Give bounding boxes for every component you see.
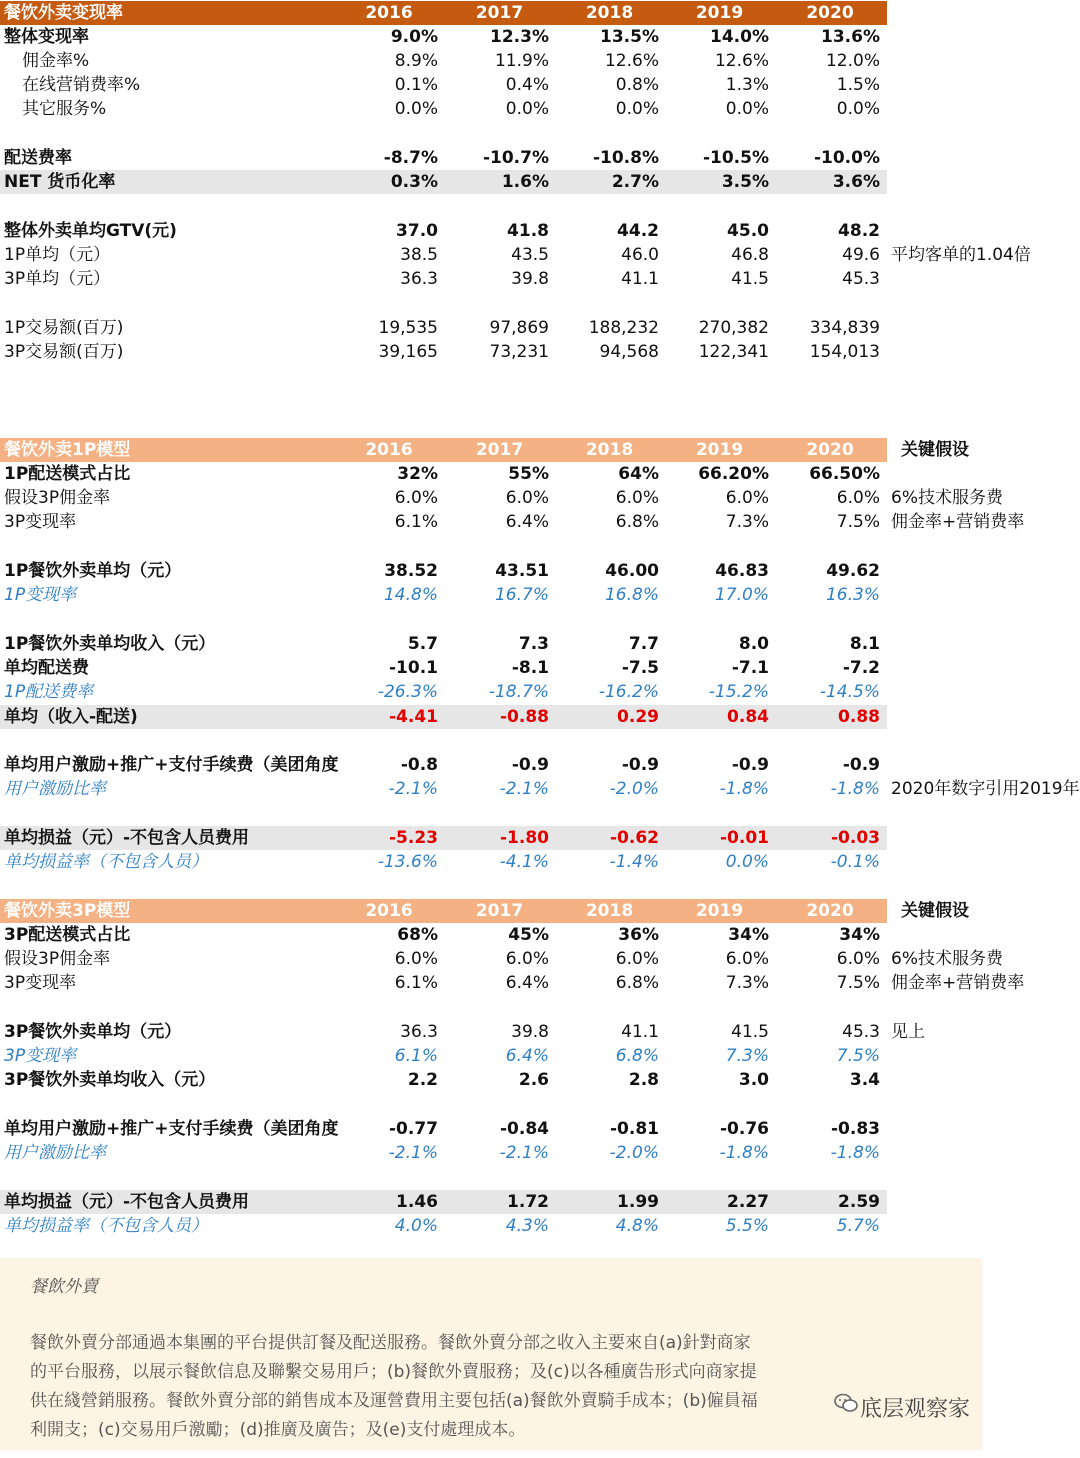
key-assumption-label: 关键假设 (901, 440, 969, 460)
value-cell: 0.29 (617, 707, 659, 727)
year-header: 2018 (585, 3, 634, 23)
row-label: 假设3P佣金率 (4, 949, 111, 969)
value-cell: 39.8 (511, 1022, 549, 1042)
value-cell: 3.5% (721, 172, 769, 192)
value-cell: -2.1% (499, 779, 549, 799)
table-row (0, 680, 1080, 704)
value-cell: -8.1 (511, 658, 549, 678)
value-cell: 7.3% (725, 512, 769, 532)
value-cell: 16.7% (494, 585, 549, 605)
value-cell: 14.8% (383, 585, 438, 605)
value-cell: -10.8% (592, 148, 659, 168)
value-cell: 0.0% (505, 99, 549, 119)
value-cell: 1.6% (501, 172, 549, 192)
value-cell: 6.4% (505, 973, 549, 993)
value-cell: 2.27 (727, 1192, 769, 1212)
section1-title: 餐饮外卖变现率 (4, 3, 123, 23)
table-row (0, 826, 1080, 850)
row-label: 单均损益（元）-不包含人员费用 (4, 828, 250, 848)
value-cell: 2.6 (518, 1070, 549, 1090)
row-note: 佣金率+营销费率 (891, 512, 1025, 532)
value-cell: -4.41 (389, 707, 438, 727)
value-cell: 0.4% (505, 75, 549, 95)
value-cell: 1.46 (396, 1192, 438, 1212)
value-cell: 2.2 (407, 1070, 438, 1090)
excerpt-line: 供在綫營銷服務。餐飲外賣分部的銷售成本及運營費用主要包括(a)餐飲外賣騎手成本；(b)僱員福 (30, 1391, 758, 1411)
table-row (0, 97, 1080, 121)
value-cell: 39.8 (511, 269, 549, 289)
table-row (0, 1044, 1080, 1068)
year-header: 2016 (365, 901, 413, 921)
row-label: 3P配送模式占比 (4, 925, 131, 945)
value-cell: -0.9 (511, 755, 549, 775)
wechat-icon (834, 1393, 858, 1413)
value-cell: -0.84 (500, 1119, 549, 1139)
value-cell: 73,231 (489, 342, 549, 362)
year-header: 2019 (695, 3, 744, 23)
value-cell: 8.9% (394, 51, 438, 71)
value-cell: -0.8 (400, 755, 438, 775)
value-cell: -2.1% (388, 1143, 438, 1163)
value-cell: -1.4% (609, 852, 659, 872)
value-cell: 3.4 (849, 1070, 880, 1090)
value-cell: 6.0% (394, 488, 438, 508)
year-header: 2017 (475, 901, 524, 921)
table-row (0, 1117, 1080, 1141)
value-cell: -0.01 (720, 828, 769, 848)
row-label: 3P变现率 (4, 973, 77, 993)
row-label: 其它服务% (22, 99, 107, 119)
table-row (0, 243, 1080, 267)
excerpt-panel (0, 1258, 982, 1450)
value-cell: 4.8% (615, 1216, 659, 1236)
year-header: 2017 (475, 440, 524, 460)
table-row (0, 971, 1080, 995)
row-label: 单均损益率（不包含人员） (4, 852, 208, 872)
value-cell: 3.6% (832, 172, 880, 192)
value-cell: -10.7% (482, 148, 549, 168)
row-label: 3P单均（元） (4, 269, 111, 289)
value-cell: 43.51 (495, 561, 549, 581)
value-cell: 38.52 (384, 561, 438, 581)
year-header: 2016 (365, 3, 413, 23)
value-cell: 7.5% (836, 973, 880, 993)
section3-title: 餐饮外卖3P模型 (4, 901, 131, 921)
value-cell: 7.7 (628, 634, 659, 654)
row-label: 整体变现率 (4, 27, 89, 47)
value-cell: -7.5 (621, 658, 659, 678)
table-row (0, 25, 1080, 49)
value-cell: 0.8% (615, 75, 659, 95)
table-row (0, 1190, 1080, 1214)
excerpt-line: 餐飲外賣分部通過本集團的平台提供訂餐及配送服務。餐飲外賣分部之收入主要來自(a)針對商家 (30, 1333, 751, 1353)
value-cell: 34% (728, 925, 769, 945)
table-row (0, 73, 1080, 97)
row-label: 1P交易额(百万) (4, 318, 124, 338)
table-row (0, 146, 1080, 170)
section1-header (0, 1, 1080, 25)
value-cell: 0.0% (615, 99, 659, 119)
value-cell: 49.6 (842, 245, 880, 265)
value-cell: 38.5 (400, 245, 438, 265)
table-row (0, 1214, 1080, 1238)
row-label: 单均（收入-配送) (4, 707, 138, 727)
table-row (0, 923, 1080, 947)
value-cell: -16.2% (598, 682, 659, 702)
value-cell: 7.3% (725, 973, 769, 993)
value-cell: -14.5% (819, 682, 880, 702)
year-header: 2020 (806, 3, 854, 23)
table-row (0, 486, 1080, 510)
value-cell: -7.1 (731, 658, 769, 678)
value-cell: 1.99 (617, 1192, 659, 1212)
value-cell: 1.72 (507, 1192, 549, 1212)
value-cell: 0.0% (725, 852, 769, 872)
value-cell: 13.6% (821, 27, 880, 47)
value-cell: 6.0% (725, 488, 769, 508)
value-cell: -0.81 (610, 1119, 659, 1139)
value-cell: 6.0% (615, 488, 659, 508)
value-cell: -8.7% (383, 148, 438, 168)
value-cell: 122,341 (698, 342, 769, 362)
value-cell: 188,232 (588, 318, 659, 338)
row-label: 在线营销费率% (22, 75, 141, 95)
value-cell: 9.0% (390, 27, 438, 47)
value-cell: -2.0% (609, 1143, 659, 1163)
value-cell: -0.62 (610, 828, 659, 848)
section3-header (0, 899, 1080, 923)
table-row (0, 510, 1080, 534)
row-label: 单均损益率（不包含人员） (4, 1216, 208, 1236)
value-cell: -4.1% (499, 852, 549, 872)
value-cell: 8.1 (849, 634, 880, 654)
value-cell: -18.7% (488, 682, 549, 702)
row-note: 平均客单的1.04倍 (891, 245, 1031, 265)
value-cell: -2.0% (609, 779, 659, 799)
value-cell: -0.03 (831, 828, 880, 848)
value-cell: -1.80 (500, 828, 549, 848)
value-cell: 46.0 (621, 245, 659, 265)
value-cell: 45.3 (842, 269, 880, 289)
value-cell: -2.1% (388, 779, 438, 799)
year-header: 2020 (806, 901, 854, 921)
value-cell: 66.50% (809, 464, 880, 484)
value-cell: 7.3 (518, 634, 549, 654)
row-label: 佣金率% (22, 51, 90, 71)
row-label: 1P餐饮外卖单均（元） (4, 561, 182, 581)
value-cell: 68% (397, 925, 438, 945)
value-cell: 13.5% (600, 27, 659, 47)
value-cell: 334,839 (809, 318, 880, 338)
value-cell: 36.3 (400, 1022, 438, 1042)
row-label: NET 货币化率 (4, 172, 116, 192)
year-header: 2019 (695, 440, 744, 460)
value-cell: 12.6% (714, 51, 769, 71)
value-cell: 8.0 (738, 634, 769, 654)
row-note: 6%技术服务费 (891, 949, 1003, 969)
value-cell: 46.83 (715, 561, 769, 581)
value-cell: -1.8% (830, 1143, 880, 1163)
value-cell: 14.0% (710, 27, 769, 47)
value-cell: 19,535 (378, 318, 438, 338)
value-cell: -0.9 (621, 755, 659, 775)
row-label: 1P变现率 (4, 585, 77, 605)
value-cell: 5.7% (836, 1216, 880, 1236)
value-cell: 39,165 (378, 342, 438, 362)
row-note: 佣金率+营销费率 (891, 973, 1025, 993)
value-cell: 16.3% (825, 585, 880, 605)
table-row (0, 49, 1080, 73)
value-cell: -10.0% (813, 148, 880, 168)
value-cell: 37.0 (396, 221, 438, 241)
value-cell: -13.6% (377, 852, 438, 872)
value-cell: 46.8 (731, 245, 769, 265)
value-cell: 2.59 (838, 1192, 880, 1212)
value-cell: -0.88 (500, 707, 549, 727)
value-cell: 6.0% (615, 949, 659, 969)
value-cell: -10.5% (702, 148, 769, 168)
value-cell: 94,568 (599, 342, 659, 362)
value-cell: 12.6% (604, 51, 659, 71)
excerpt-line: 利開支；(c)交易用戶激勵；(d)推廣及廣告；及(e)支付處理成本。 (30, 1420, 526, 1440)
table-row (0, 583, 1080, 607)
value-cell: 5.7 (407, 634, 438, 654)
value-cell: 49.62 (826, 561, 880, 581)
row-label: 用户激励比率 (4, 779, 106, 799)
value-cell: 0.0% (836, 99, 880, 119)
value-cell: -0.1% (830, 852, 880, 872)
section2-header (0, 438, 1080, 462)
value-cell: 34% (839, 925, 880, 945)
value-cell: 6.1% (394, 973, 438, 993)
table-row (0, 1020, 1080, 1044)
row-label: 3P餐饮外卖单均收入（元） (4, 1070, 216, 1090)
value-cell: 6.0% (394, 949, 438, 969)
value-cell: 0.3% (390, 172, 438, 192)
value-cell: 45.3 (842, 1022, 880, 1042)
row-label: 1P配送费率 (4, 682, 94, 702)
value-cell: 7.5% (836, 512, 880, 532)
value-cell: 6.0% (505, 949, 549, 969)
value-cell: 43.5 (511, 245, 549, 265)
value-cell: 17.0% (714, 585, 769, 605)
value-cell: -15.2% (708, 682, 769, 702)
row-label: 1P餐饮外卖单均收入（元） (4, 634, 216, 654)
value-cell: -0.9 (731, 755, 769, 775)
section2-title: 餐饮外卖1P模型 (4, 440, 131, 460)
value-cell: 46.00 (605, 561, 659, 581)
row-label: 单均损益（元）-不包含人员费用 (4, 1192, 250, 1212)
value-cell: 41.1 (621, 1022, 659, 1042)
year-header: 2018 (585, 440, 634, 460)
row-label: 整体外卖单均GTV(元) (4, 221, 177, 241)
table-row (0, 170, 1080, 194)
value-cell: 45% (508, 925, 549, 945)
value-cell: 6.8% (615, 1046, 659, 1066)
row-label: 3P交易额(百万) (4, 342, 124, 362)
value-cell: 55% (508, 464, 549, 484)
value-cell: -0.83 (831, 1119, 880, 1139)
value-cell: 7.3% (725, 1046, 769, 1066)
value-cell: 1.3% (725, 75, 769, 95)
table-row (0, 316, 1080, 340)
table-row (0, 947, 1080, 971)
table-row (0, 462, 1080, 486)
value-cell: -5.23 (389, 828, 438, 848)
value-cell: -1.8% (719, 1143, 769, 1163)
row-note: 见上 (891, 1022, 925, 1042)
year-header: 2019 (695, 901, 744, 921)
row-label: 单均用户激励+推广+支付手续费（美团角度 (4, 1119, 338, 1139)
value-cell: 6.8% (615, 973, 659, 993)
table-row (0, 777, 1080, 801)
value-cell: 6.0% (836, 488, 880, 508)
table-row (0, 632, 1080, 656)
row-label: 3P变现率 (4, 512, 77, 532)
row-note: 2020年数字引用2019年 (891, 779, 1080, 799)
value-cell: 6.8% (615, 512, 659, 532)
value-cell: 6.0% (505, 488, 549, 508)
table-row (0, 1141, 1080, 1165)
value-cell: 6.4% (505, 1046, 549, 1066)
value-cell: -26.3% (377, 682, 438, 702)
value-cell: -0.9 (842, 755, 880, 775)
row-label: 单均配送费 (4, 658, 89, 678)
row-label: 配送费率 (4, 148, 72, 168)
value-cell: 6.0% (725, 949, 769, 969)
row-label: 3P变现率 (4, 1046, 77, 1066)
value-cell: 32% (397, 464, 438, 484)
value-cell: 66.20% (698, 464, 769, 484)
table-row (0, 559, 1080, 583)
table-row (0, 753, 1080, 777)
value-cell: -0.77 (389, 1119, 438, 1139)
row-label: 3P餐饮外卖单均（元） (4, 1022, 182, 1042)
value-cell: 154,013 (809, 342, 880, 362)
value-cell: -7.2 (842, 658, 880, 678)
value-cell: 45.0 (727, 221, 769, 241)
year-header: 2017 (475, 3, 524, 23)
value-cell: 7.5% (836, 1046, 880, 1066)
table-row (0, 219, 1080, 243)
value-cell: 41.5 (731, 269, 769, 289)
watermark-text: 底层观察家 (860, 1397, 971, 1422)
excerpt-title: 餐飲外賣 (30, 1277, 98, 1297)
value-cell: 97,869 (489, 318, 549, 338)
row-label: 1P单均（元） (4, 245, 111, 265)
table-row (0, 656, 1080, 680)
value-cell: 2.8 (628, 1070, 659, 1090)
value-cell: 36% (618, 925, 659, 945)
value-cell: -10.1 (389, 658, 438, 678)
value-cell: 6.1% (394, 512, 438, 532)
value-cell: -1.8% (719, 779, 769, 799)
value-cell: 270,382 (698, 318, 769, 338)
table-row (0, 705, 1080, 729)
row-label: 用户激励比率 (4, 1143, 106, 1163)
year-header: 2016 (365, 440, 413, 460)
value-cell: 0.0% (394, 99, 438, 119)
value-cell: 36.3 (400, 269, 438, 289)
value-cell: 41.8 (507, 221, 549, 241)
table-row (0, 1068, 1080, 1092)
value-cell: -0.76 (720, 1119, 769, 1139)
value-cell: -2.1% (499, 1143, 549, 1163)
value-cell: 6.1% (394, 1046, 438, 1066)
value-cell: -1.8% (830, 779, 880, 799)
year-header: 2020 (806, 440, 854, 460)
table-row (0, 267, 1080, 291)
value-cell: 16.8% (604, 585, 659, 605)
row-label: 假设3P佣金率 (4, 488, 111, 508)
value-cell: 0.1% (394, 75, 438, 95)
value-cell: 11.9% (494, 51, 549, 71)
value-cell: 41.1 (621, 269, 659, 289)
value-cell: 64% (618, 464, 659, 484)
value-cell: 41.5 (731, 1022, 769, 1042)
value-cell: 2.7% (611, 172, 659, 192)
value-cell: 12.0% (825, 51, 880, 71)
value-cell: 4.0% (394, 1216, 438, 1236)
value-cell: 6.0% (836, 949, 880, 969)
row-label: 1P配送模式占比 (4, 464, 131, 484)
key-assumption-label: 关键假设 (901, 901, 969, 921)
value-cell: 3.0 (738, 1070, 769, 1090)
value-cell: 4.3% (505, 1216, 549, 1236)
table-row (0, 850, 1080, 874)
value-cell: 48.2 (838, 221, 880, 241)
value-cell: 5.5% (725, 1216, 769, 1236)
year-header: 2018 (585, 901, 634, 921)
value-cell: 12.3% (490, 27, 549, 47)
value-cell: 0.88 (838, 707, 880, 727)
value-cell: 44.2 (617, 221, 659, 241)
value-cell: 1.5% (836, 75, 880, 95)
row-note: 6%技术服务费 (891, 488, 1003, 508)
excerpt-line: 的平台服務，以展示餐飲信息及聯繫交易用戶；(b)餐飲外賣服務；及(c)以各種廣告形式向商家提 (30, 1362, 757, 1382)
table-row (0, 340, 1080, 364)
value-cell: 6.4% (505, 512, 549, 532)
value-cell: 0.84 (727, 707, 769, 727)
value-cell: 0.0% (725, 99, 769, 119)
row-label: 单均用户激励+推广+支付手续费（美团角度 (4, 755, 338, 775)
